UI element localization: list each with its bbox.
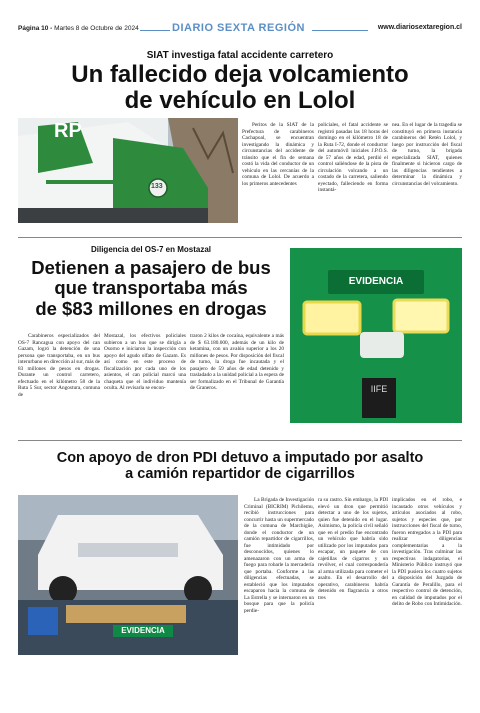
article2-column-2: Mostazal, los efectivos policiales subieron a un bus que se dirigía a Osorno e iniciaron la inspección con apoyo del agudo olfato de Gazam. Es así como en este proceso de fiscalización por cada uno de los asientos, el can policial marcó una chaqueta que el individuo mantenía oculta. Al revisarla se encon- — [104, 333, 186, 391]
article1-photo — [18, 118, 238, 223]
photo-vehicle-number: 133 — [151, 183, 163, 190]
article2-kicker: Diligencia del OS-7 en Mostazal — [90, 245, 212, 254]
article3-column-1: La Brigada de Investigación Criminal (BICRIM) Pichilemu, recibió instrucciones para concurrir hasta un supermercado de la comuna de Marchigüe, donde el conductor de un camión repartidor de cigarrillos, fue intimidado por desconocidos, quienes lo amenazaron con un arma de fuego para robarle la mercadería que portaba. Conforme a las diligencias efectuadas, se estableció que los imputados escaparon hacia la comuna de La Estrella y se internaron en un bosque para que la policía perdie- — [244, 497, 314, 614]
header-rule-right — [312, 30, 368, 31]
evidence-label: EVIDENCIA — [348, 276, 404, 287]
article1-column-1: Peritos de la SIAT de la Prefectura de carabineros Cachapoal, se encuentran investigando la dinámica y circunstancias del accidente de tránsito que el fin de semana costó la vida del conductor de un vehículo en las cercanías de la comuna de Lolol. De acuerdo a los primeros antecedentes — [242, 122, 314, 187]
article3-column-3: implicados en el robo, e incautado otros vehículos y artículos asociados al robo, sujetos y especies que, por instrucciones del fiscal de turno, fueron entregados a la PDI para realizar diligencias complementarias a la investigación. Tras culminar las respectivas indagatorias, el Ministerio Público instruyó que la PDI pusiera los cuatro sujetos a disposición del Juzgado de Garantía de Peralillo, para el respectivo control de detención, en calidad de imputados por el delito de Robo con Intimidación. — [392, 497, 462, 607]
issue-date: Martes 8 de Octubre de 2024 — [52, 25, 139, 32]
article2-photo — [290, 248, 462, 423]
evidence-label-2: EVIDENCIA — [121, 626, 165, 635]
photo-vehicle-letters: RP — [54, 120, 82, 142]
header-rule-left — [140, 30, 170, 31]
page-number: Página 10 - Martes 8 de Octubre de 2024 — [18, 25, 139, 32]
article2-column-3: traron 2 kilos de cocaína, equivalente a más de $ 63.180.000, además de un kilo de ketamina, con un avalúo superior a los 20 millones de pesos. Por disposición del fiscal de turno, la droga fue incautada y el pasajero de 59 años de edad detenido y trasladado a la unidad policial a la espera de ser formalizado en el Tribunal de Garantía de Graneros. — [190, 333, 284, 391]
masthead: DIARIO SEXTA REGIÓN — [172, 22, 305, 34]
evidence-box-text: IIFE — [370, 384, 388, 394]
section-divider — [18, 237, 462, 238]
article1-kicker: SIAT investiga fatal accidente carretero — [146, 50, 334, 61]
article1-column-3: nea. En el lugar de la tragedia se constituyó en primera instancia carabineros del Retén Lolol, y luego por instrucción del fiscal de turno, la brigada especializada SIAT, quienes finalmente si hicieron cargo de las diligencias tendientes a determinar la dinámica y circunstancias del volcamiento. — [392, 122, 462, 187]
article3-column-2: ra su rastro. Sin embargo, la PDI elevó un dron que permitió detectar a uno de los sujetos, quien fue detenido en el lugar. Asimismo, la policía civil señaló que en el predio fue encontrado un vehículo que habría sido utilizado por los imputados para escapar, un paquete de con cajetillas de cigarros y un revólver, el cual correspondería al arma utilizada para cometer el asalto. En el desarrollo del operativo, carabineros habría detenido en flagrancia a otros tres — [318, 497, 388, 601]
article2-headline: Detienen a pasajero de bus que transportaba más de $83 millones en drogas — [31, 257, 271, 319]
article3-headline: Con apoyo de dron PDI detuvo a imputado por asalto a camión repartidor de cigarrillos — [56, 450, 424, 482]
article2-column-1: Carabineros especializados del OS-7 Rancagua con apoyo del can Gazam, logró la detención de una persona que transportaba, en un bus interurbano en dirección al sur, más de 83 millones de pesos en drogas. Durante un control carretero, efectuado en el kilómetro 58 de la Ruta 5 Sur, sector Angostura, comuna de — [18, 333, 101, 398]
article1-headline: Un fallecido deja volcamiento de vehículo en Lolol — [71, 61, 409, 115]
article1-column-2: policiales, el fatal accidente se registró pasadas las 18 horas del domingo en el kilómetro 18 de la Ruta I-72, donde el conductor del automóvil iniciales J.P.O.S. de 57 años de edad, perdió el control saliéndose de la pista de circulación volcando a un costado de la carretera, saliendo eyectado, falleciendo en forma instantá- — [318, 122, 388, 193]
section-divider-2 — [18, 440, 462, 441]
website-link[interactable]: www.diariosextaregion.cl — [377, 24, 462, 31]
article3-photo — [18, 495, 238, 655]
